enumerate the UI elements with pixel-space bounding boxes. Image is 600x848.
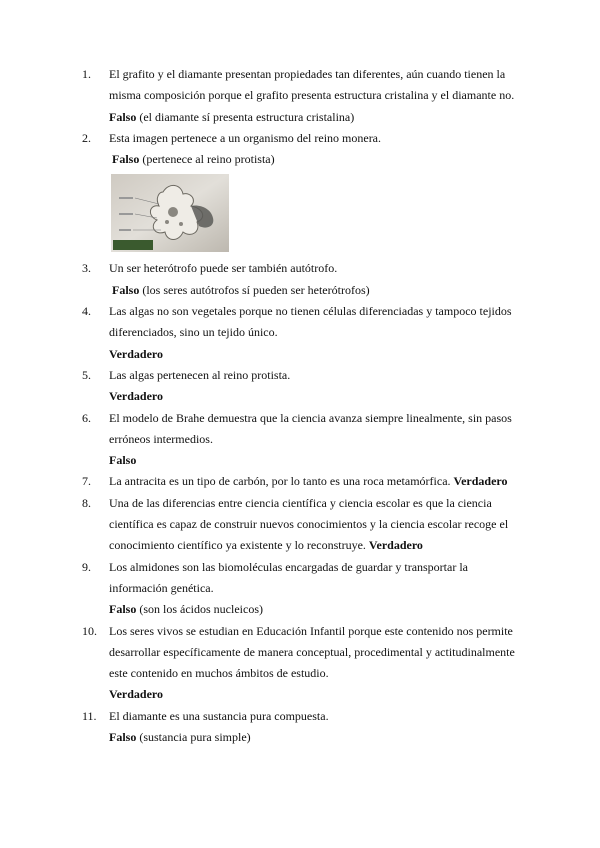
question-text [109,493,521,557]
question-item-1 [0,64,600,128]
answer-line [109,599,600,620]
question-number: 1. [82,67,91,81]
question-text [109,471,521,492]
question-text: Esta imagen pertenece a un organismo del reino monera. [109,130,382,145]
answer-line [109,386,600,407]
question-text: Las algas no son vegetales porque no tienen células diferenciadas y tampoco tejidos diferenciados, sino un tejido único. [109,304,512,340]
answer-line [109,107,600,128]
answer-note: (son los ácidos nucleicos) [139,602,263,617]
answer-verdict: Falso [109,453,137,468]
question-item-9 [0,557,600,621]
answer-verdict: Verdadero [109,389,163,404]
answer-verdict: Verdadero [368,538,423,553]
question-number: 5. [82,367,91,382]
question-item-2 [0,128,600,253]
answer-verdict: Falso [109,730,137,745]
amoeba-drawing-icon [111,174,229,252]
answer-verdict: Verdadero [109,687,163,702]
answer-note: (sustancia pura simple) [139,730,251,745]
question-number: 3. [82,261,91,276]
answer-note: (el diamante sí presenta estructura cristalina) [139,109,355,124]
question-number: 6. [82,410,91,425]
answer-line [112,280,600,301]
question-number: 10. [82,623,97,638]
question-number: 4. [82,304,91,319]
question-text: Un ser heterótrofo puede ser también autótrofo. [109,261,338,276]
answer-verdict: Falso [109,109,137,124]
question-item-8 [0,493,600,557]
question-text: El grafito y el diamante presentan propiedades tan diferentes, aún cuando tienen la misma composición porque el grafito presenta estructura cristalina y el diamante no. [109,67,515,103]
question-text: Los seres vivos se estudian en Educación Infantil porque este contenido nos permite desarrollar específicamente de manera conceptual, procedimental y actitudinalmente este contenido en muchos ámbitos de estudio. [109,623,515,681]
answer-line [109,344,600,365]
answer-note: (los seres autótrofos sí pueden ser heterótrofos) [142,282,370,297]
question-list [0,64,600,748]
answer-verdict: Falso [109,602,137,617]
amoeba-photo [111,174,229,252]
question-text: Las algas pertenecen al reino protista. [109,367,291,382]
question-item-4 [0,301,600,365]
question-number: 11. [82,708,97,723]
question-text-body: Una de las diferencias entre ciencia científica y ciencia escolar es que la ciencia científica es capaz de construir nuevos conocimientos y la ciencia escolar recoge el conocimiento científico ya existente y lo reconstruye. [109,495,509,553]
answer-note: (pertenece al reino protista) [142,152,275,167]
answer-line [109,450,600,471]
question-number: 9. [82,559,91,574]
question-item-3 [0,258,600,301]
answer-line [109,684,600,705]
question-number: 8. [82,495,91,510]
answer-verdict: Falso [112,282,140,297]
question-text: El diamante es una sustancia pura compuesta. [109,708,329,723]
question-text-body: La antracita es un tipo de carbón, por lo tanto es una roca metamórfica. [109,474,451,489]
answer-line [109,727,600,748]
question-item-6 [0,408,600,472]
answer-verdict: Verdadero [453,474,508,489]
question-text: El modelo de Brahe demuestra que la ciencia avanza siempre linealmente, sin pasos erróneos intermedios. [109,410,512,446]
question-item-7 [0,471,600,492]
answer-line [112,149,600,170]
question-text: Los almidones son las biomoléculas encargadas de guardar y transportar la información genética. [109,559,468,595]
question-item-10 [0,621,600,706]
answer-verdict: Verdadero [109,346,163,361]
question-number: 7. [82,474,91,489]
question-item-11 [0,706,600,749]
answer-verdict: Falso [112,152,140,167]
question-item-5 [0,365,600,408]
question-number: 2. [82,130,91,145]
